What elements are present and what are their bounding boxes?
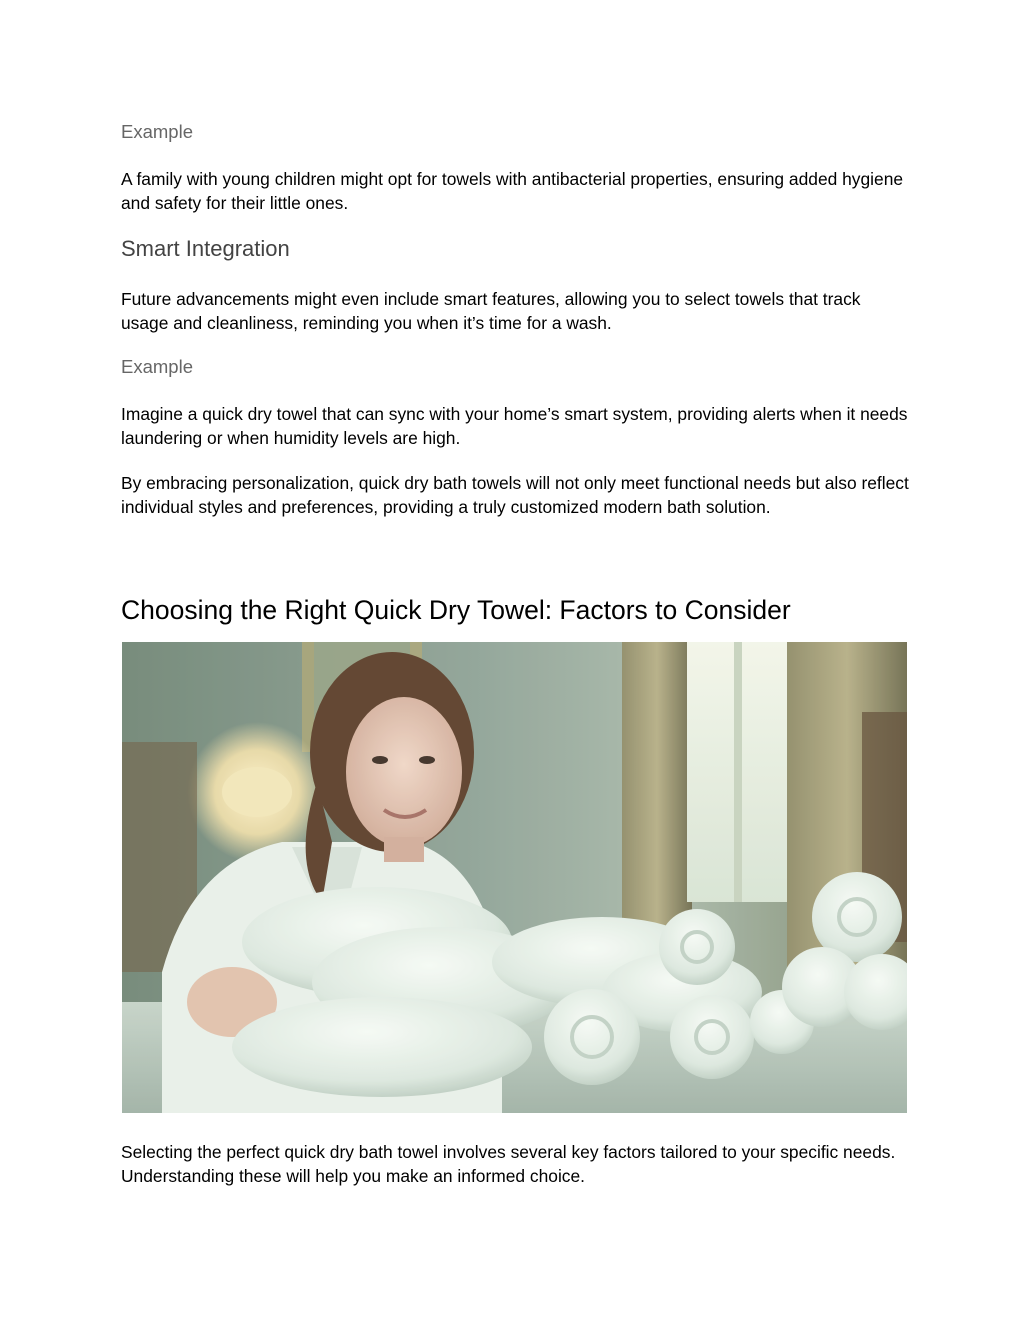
towel-photo [122, 642, 907, 1113]
example-text-2: Imagine a quick dry towel that can sync with your home’s smart system, providing alerts when it needs laundering or when humidity levels are high. [121, 404, 908, 448]
factors-intro: Selecting the perfect quick dry bath towel involves several key factors tailored to your specific needs. Understanding these will help you make an informed choice. [121, 1142, 896, 1186]
personalization-conclusion: By embracing personalization, quick dry bath towels will not only meet functional needs but also reflect individual styles and preferences, providing a truly customized modern bath solution. [121, 473, 909, 517]
factors-heading: Choosing the Right Quick Dry Towel: Factors to Consider [121, 595, 791, 625]
example-label-1: Example [121, 121, 193, 142]
smart-integration-body: Future advancements might even include smart features, allowing you to select towels that track usage and cleanliness, reminding you when it’s time for a wash. [121, 289, 861, 333]
example-text-1: A family with young children might opt for towels with antibacterial properties, ensuring added hygiene and safety for their little ones. [121, 169, 904, 213]
example-label-2: Example [121, 356, 193, 377]
smart-integration-heading: Smart Integration [121, 236, 290, 261]
